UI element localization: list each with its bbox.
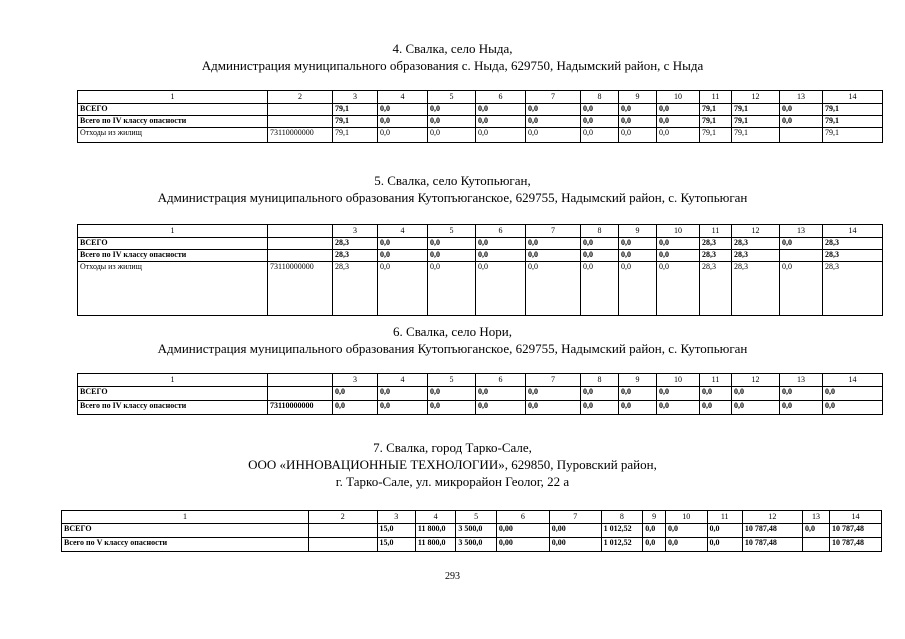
value-cell: 0,0 [657, 401, 700, 415]
value-cell: 0,0 [378, 262, 428, 316]
table-header-row [78, 374, 883, 387]
column-header: 8 [581, 91, 619, 104]
row-label: ВСЕГО [62, 524, 309, 538]
value-cell: 0,0 [823, 387, 883, 401]
table-row [62, 524, 882, 538]
value-cell: 0,0 [657, 387, 700, 401]
value-cell: 0,0 [428, 262, 476, 316]
column-header: 13 [780, 374, 823, 387]
column-header: 13 [780, 225, 823, 238]
column-header: 8 [581, 374, 619, 387]
value-cell: 0,0 [700, 387, 732, 401]
section-6-table [77, 373, 883, 415]
row-label: Отходы из жилищ [78, 262, 268, 316]
section-address: г. Тарко-Сале, ул. микрорайон Геолог, 22 а [335, 474, 570, 489]
value-cell: 0,0 [526, 387, 581, 401]
value-cell: 28,3 [732, 238, 780, 250]
value-cell: 0,0 [581, 238, 619, 250]
value-cell: 0,0 [378, 116, 428, 128]
value-cell: 0,0 [666, 538, 708, 552]
value-cell: 0,0 [476, 116, 526, 128]
column-header: 9 [643, 511, 666, 524]
value-cell: 10 787,48 [742, 524, 802, 538]
value-cell: 3 500,0 [456, 538, 496, 552]
value-cell: 0,0 [619, 116, 657, 128]
section-4-heading [0, 40, 905, 74]
column-header: 8 [581, 225, 619, 238]
value-cell: 0,00 [496, 538, 549, 552]
column-header: 1 [62, 511, 309, 524]
waste-code-cell [268, 116, 333, 128]
value-cell: 0,0 [428, 128, 476, 143]
value-cell: 0,0 [476, 262, 526, 316]
column-header: 6 [476, 225, 526, 238]
column-header [268, 225, 333, 238]
value-cell: 10 787,48 [742, 538, 802, 552]
column-header: 13 [803, 511, 830, 524]
value-cell: 0,0 [780, 401, 823, 415]
value-cell: 0,0 [619, 104, 657, 116]
table-row [62, 538, 882, 552]
column-header: 3 [333, 225, 378, 238]
row-label: ВСЕГО [78, 104, 268, 116]
waste-code-cell: 73110000000 [268, 401, 333, 415]
value-cell: 28,3 [732, 262, 780, 316]
value-cell: 0,0 [619, 401, 657, 415]
value-cell: 1 012,52 [601, 524, 643, 538]
value-cell: 0,0 [476, 401, 526, 415]
value-cell [803, 538, 830, 552]
value-cell: 0,0 [476, 387, 526, 401]
value-cell: 0,0 [803, 524, 830, 538]
value-cell: 0,0 [619, 238, 657, 250]
row-label: Отходы из жилищ [78, 128, 268, 143]
row-label: Всего по IV классу опасности [78, 401, 268, 415]
value-cell: 0,0 [581, 116, 619, 128]
section-4-table [77, 90, 883, 143]
column-header: 3 [377, 511, 415, 524]
column-header: 14 [823, 91, 883, 104]
value-cell: 28,3 [823, 250, 883, 262]
value-cell: 0,0 [428, 401, 476, 415]
value-cell: 0,0 [378, 104, 428, 116]
value-cell: 0,0 [657, 262, 700, 316]
column-header: 7 [526, 374, 581, 387]
value-cell: 0,0 [526, 262, 581, 316]
waste-code-cell: 73110000000 [268, 128, 333, 143]
value-cell: 0,00 [496, 524, 549, 538]
value-cell: 28,3 [823, 262, 883, 316]
value-cell: 79,1 [823, 104, 883, 116]
column-header: 6 [476, 91, 526, 104]
value-cell: 15,0 [377, 524, 415, 538]
value-cell: 79,1 [732, 104, 780, 116]
value-cell: 0,0 [581, 401, 619, 415]
waste-code-cell [268, 387, 333, 401]
column-header: 5 [456, 511, 496, 524]
table-row [78, 250, 883, 262]
value-cell: 28,3 [333, 238, 378, 250]
value-cell: 79,1 [700, 116, 732, 128]
column-header: 14 [823, 374, 883, 387]
value-cell: 0,0 [428, 250, 476, 262]
table-header-row [78, 91, 883, 104]
waste-code-cell [268, 104, 333, 116]
value-cell: 0,0 [428, 104, 476, 116]
column-header: 3 [333, 91, 378, 104]
column-header: 9 [619, 91, 657, 104]
column-header: 12 [732, 91, 780, 104]
column-header: 3 [333, 374, 378, 387]
value-cell [780, 128, 823, 143]
section-subtitle: ООО «ИННОВАЦИОННЫЕ ТЕХНОЛОГИИ», 629850, Пуровский район, [248, 457, 657, 472]
value-cell: 0,0 [619, 387, 657, 401]
value-cell: 0,0 [823, 401, 883, 415]
value-cell: 0,0 [428, 116, 476, 128]
value-cell: 0,0 [378, 387, 428, 401]
column-header: 12 [742, 511, 802, 524]
value-cell: 0,0 [476, 250, 526, 262]
table-row [78, 116, 883, 128]
value-cell: 0,00 [549, 524, 601, 538]
value-cell: 0,0 [526, 128, 581, 143]
value-cell: 79,1 [823, 116, 883, 128]
section-7-heading [0, 439, 905, 490]
column-header: 7 [526, 91, 581, 104]
value-cell: 79,1 [333, 104, 378, 116]
column-header: 5 [428, 91, 476, 104]
value-cell: 0,0 [666, 524, 708, 538]
value-cell: 0,0 [378, 238, 428, 250]
section-title: 5. Свалка, село Кутопьюган, [374, 173, 531, 188]
column-header: 7 [526, 225, 581, 238]
value-cell: 0,0 [526, 104, 581, 116]
value-cell: 0,0 [780, 116, 823, 128]
value-cell: 0,0 [333, 401, 378, 415]
value-cell: 0,0 [476, 238, 526, 250]
value-cell: 0,0 [333, 387, 378, 401]
section-subtitle: Администрация муниципального образования Кутопъюганское, 629755, Надымский район, с. Кутопьюган [157, 190, 748, 205]
row-label: ВСЕГО [78, 238, 268, 250]
value-cell: 0,0 [643, 524, 666, 538]
value-cell: 28,3 [333, 262, 378, 316]
column-header: 9 [619, 374, 657, 387]
column-header: 14 [823, 225, 883, 238]
column-header: 11 [700, 225, 732, 238]
value-cell: 10 787,48 [829, 538, 881, 552]
value-cell: 11 800,0 [415, 538, 455, 552]
value-cell: 79,1 [333, 128, 378, 143]
value-cell: 0,0 [657, 104, 700, 116]
column-header: 7 [549, 511, 601, 524]
value-cell: 79,1 [333, 116, 378, 128]
waste-code-cell [268, 238, 333, 250]
column-header: 13 [780, 91, 823, 104]
value-cell: 0,0 [657, 128, 700, 143]
value-cell: 0,0 [732, 401, 780, 415]
row-label: Всего по IV классу опасности [78, 116, 268, 128]
value-cell: 0,0 [707, 538, 742, 552]
value-cell: 0,0 [780, 238, 823, 250]
value-cell: 0,0 [780, 387, 823, 401]
value-cell: 0,0 [732, 387, 780, 401]
value-cell: 15,0 [377, 538, 415, 552]
section-5-heading [0, 172, 905, 206]
column-header: 5 [428, 374, 476, 387]
column-header: 11 [700, 374, 732, 387]
value-cell [780, 250, 823, 262]
value-cell: 28,3 [700, 262, 732, 316]
table-header-row [78, 225, 883, 238]
value-cell: 28,3 [700, 250, 732, 262]
section-title: 7. Свалка, город Тарко-Сале, [373, 440, 532, 455]
column-header: 14 [829, 511, 881, 524]
column-header: 8 [601, 511, 643, 524]
table-row [78, 104, 883, 116]
value-cell: 0,0 [780, 262, 823, 316]
section-5-table [77, 224, 883, 316]
column-header: 5 [428, 225, 476, 238]
value-cell: 28,3 [732, 250, 780, 262]
waste-code-cell [309, 524, 378, 538]
column-header [268, 374, 333, 387]
value-cell: 0,0 [780, 104, 823, 116]
value-cell: 10 787,48 [829, 524, 881, 538]
value-cell: 0,0 [619, 128, 657, 143]
table-row [78, 387, 883, 401]
value-cell: 0,0 [657, 238, 700, 250]
value-cell: 0,0 [378, 401, 428, 415]
value-cell: 0,0 [428, 387, 476, 401]
section-subtitle: Администрация муниципального образования Кутопъюганское, 629755, Надымский район, с. Кутопьюган [157, 341, 748, 356]
value-cell: 0,0 [619, 250, 657, 262]
value-cell: 1 012,52 [601, 538, 643, 552]
value-cell: 0,0 [526, 401, 581, 415]
column-header: 2 [309, 511, 378, 524]
value-cell: 0,0 [657, 116, 700, 128]
column-header: 4 [378, 225, 428, 238]
value-cell: 0,0 [581, 387, 619, 401]
value-cell: 0,0 [581, 128, 619, 143]
table-row [78, 238, 883, 250]
page-number: 293 [445, 571, 460, 582]
value-cell: 28,3 [700, 238, 732, 250]
value-cell: 79,1 [700, 104, 732, 116]
waste-code-cell [268, 250, 333, 262]
section-title: 6. Свалка, село Нори, [393, 324, 512, 339]
column-header: 1 [78, 225, 268, 238]
value-cell: 0,0 [619, 262, 657, 316]
section-7-table [61, 510, 882, 552]
column-header: 11 [700, 91, 732, 104]
table-row [78, 401, 883, 415]
column-header: 10 [657, 91, 700, 104]
value-cell: 0,0 [378, 250, 428, 262]
value-cell: 0,0 [476, 128, 526, 143]
value-cell: 0,0 [378, 128, 428, 143]
value-cell: 0,0 [581, 262, 619, 316]
value-cell: 79,1 [700, 128, 732, 143]
section-subtitle: Администрация муниципального образования с. Ныда, 629750, Надымский район, с Ныда [201, 58, 704, 73]
column-header: 9 [619, 225, 657, 238]
value-cell: 28,3 [333, 250, 378, 262]
waste-code-cell: 73110000000 [268, 262, 333, 316]
value-cell: 0,0 [526, 250, 581, 262]
value-cell: 0,0 [581, 104, 619, 116]
row-label: Всего по IV классу опасности [78, 250, 268, 262]
section-title: 4. Свалка, село Ныда, [392, 41, 513, 56]
column-header: 4 [378, 91, 428, 104]
value-cell: 0,0 [581, 250, 619, 262]
column-header: 6 [496, 511, 549, 524]
value-cell: 79,1 [732, 128, 780, 143]
column-header: 4 [378, 374, 428, 387]
column-header: 12 [732, 225, 780, 238]
value-cell: 0,0 [707, 524, 742, 538]
value-cell: 11 800,0 [415, 524, 455, 538]
column-header: 1 [78, 374, 268, 387]
column-header: 10 [657, 225, 700, 238]
section-6-heading [0, 323, 905, 357]
column-header: 6 [476, 374, 526, 387]
column-header: 2 [268, 91, 333, 104]
column-header: 11 [707, 511, 742, 524]
table-row [78, 128, 883, 143]
column-header: 1 [78, 91, 268, 104]
value-cell: 0,0 [657, 250, 700, 262]
column-header: 4 [415, 511, 455, 524]
value-cell: 0,0 [428, 238, 476, 250]
column-header: 12 [732, 374, 780, 387]
table-row [78, 262, 883, 316]
value-cell: 0,0 [643, 538, 666, 552]
row-label: ВСЕГО [78, 387, 268, 401]
value-cell: 79,1 [732, 116, 780, 128]
value-cell: 3 500,0 [456, 524, 496, 538]
value-cell: 0,0 [526, 116, 581, 128]
column-header: 10 [666, 511, 708, 524]
value-cell: 28,3 [823, 238, 883, 250]
value-cell: 79,1 [823, 128, 883, 143]
row-label: Всего по V классу опасности [62, 538, 309, 552]
table-header-row [62, 511, 882, 524]
waste-code-cell [309, 538, 378, 552]
column-header: 10 [657, 374, 700, 387]
value-cell: 0,0 [526, 238, 581, 250]
value-cell: 0,0 [700, 401, 732, 415]
value-cell: 0,00 [549, 538, 601, 552]
value-cell: 0,0 [476, 104, 526, 116]
